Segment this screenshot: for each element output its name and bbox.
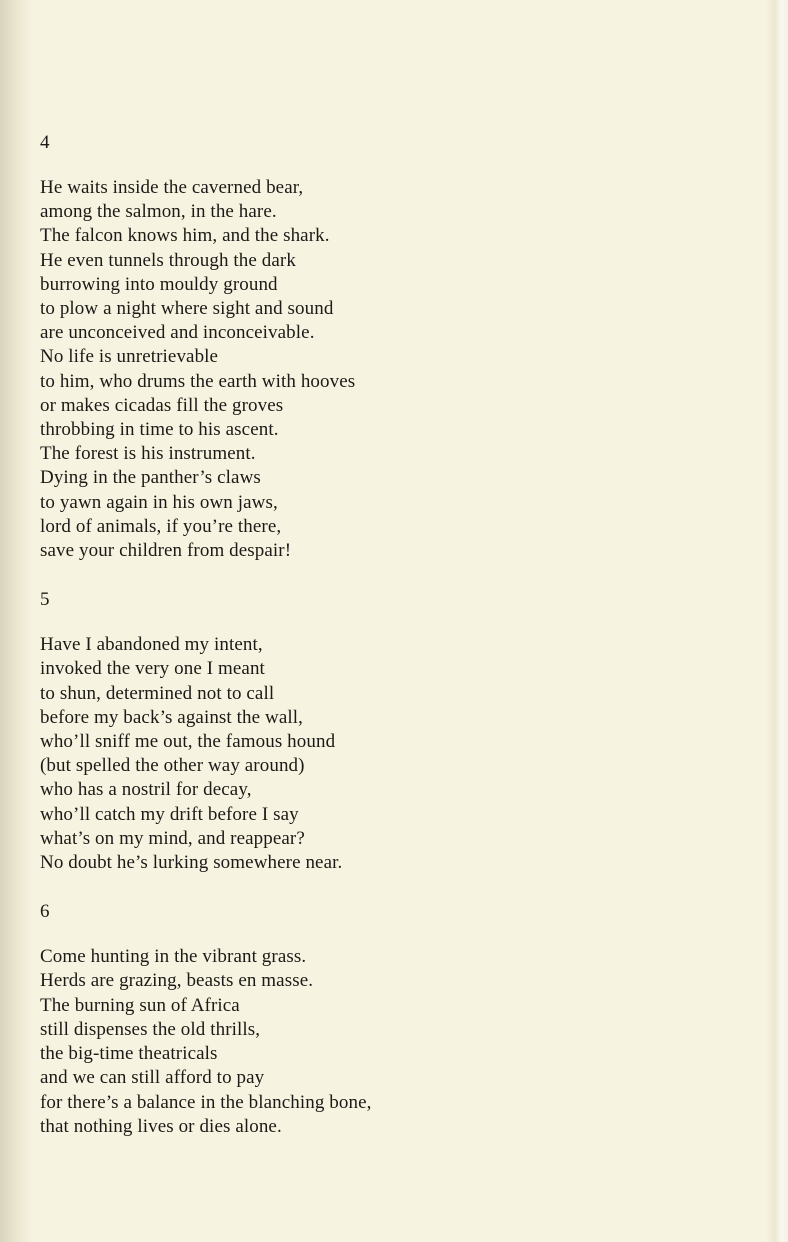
- poem-line: to shun, determined not to call: [40, 682, 275, 704]
- poem-body: [40, 128, 740, 1139]
- poem-line: No life is unretrievable: [40, 346, 219, 368]
- poem-line: who’ll sniff me out, the famous hound: [40, 731, 336, 753]
- section-4: [40, 128, 740, 585]
- section-5: [40, 585, 740, 897]
- section-6: [40, 897, 740, 1139]
- poem-line: Have I abandoned my intent,: [40, 634, 263, 656]
- poem-line: throbbing in time to his ascent.: [40, 419, 279, 441]
- poem-line: The burning sun of Africa: [40, 994, 240, 1016]
- poem-line: The falcon knows him, and the shark.: [40, 225, 330, 247]
- poem-line: Herds are grazing, beasts en masse.: [40, 970, 314, 992]
- poem-line: the big-time theatricals: [40, 1043, 218, 1065]
- poem-line: for there’s a balance in the blanching bone,: [40, 1091, 372, 1113]
- poem-line: burrowing into mouldy ground: [40, 273, 278, 295]
- poem-line: who has a nostril for decay,: [40, 779, 252, 801]
- poem-line: who’ll catch my drift before I say: [40, 803, 299, 825]
- poem-line: still dispenses the old thrills,: [40, 1018, 261, 1040]
- poem-line: and we can still afford to pay: [40, 1067, 265, 1089]
- poem-line: what’s on my mind, and reappear?: [40, 827, 305, 849]
- poem-line: to him, who drums the earth with hooves: [40, 370, 356, 392]
- poem-line: save your children from despair!: [40, 540, 292, 562]
- poem-line: that nothing lives or dies alone.: [40, 1115, 282, 1137]
- poem-line: to yawn again in his own jaws,: [40, 491, 278, 513]
- page-edge: [766, 0, 788, 1242]
- poem-line: He waits inside the caverned bear,: [40, 177, 304, 198]
- poem-line: lord of animals, if you’re there,: [40, 515, 282, 537]
- section-number: 5: [40, 589, 50, 611]
- poem-line: invoked the very one I meant: [40, 658, 265, 680]
- poem-line: or makes cicadas fill the groves: [40, 394, 284, 416]
- page-gutter-shadow: [0, 0, 34, 1242]
- poem-line: (but spelled the other way around): [40, 755, 305, 777]
- poem-line: Come hunting in the vibrant grass.: [40, 946, 307, 968]
- poem-line: before my back’s against the wall,: [40, 706, 303, 728]
- poem-line: The forest is his instrument.: [40, 443, 256, 465]
- poem-line: are unconceived and inconceivable.: [40, 322, 315, 344]
- poem-line: He even tunnels through the dark: [40, 249, 296, 271]
- poem-line: to plow a night where sight and sound: [40, 298, 334, 320]
- poem-line: No doubt he’s lurking somewhere near.: [40, 852, 343, 874]
- poem-line: among the salmon, in the hare.: [40, 201, 277, 223]
- poem-line: Dying in the panther’s claws: [40, 467, 261, 489]
- section-number: 4: [40, 132, 50, 153]
- section-number: 6: [40, 901, 50, 923]
- stanza: [40, 945, 740, 1139]
- stanza: [40, 176, 740, 563]
- stanza: [40, 633, 740, 875]
